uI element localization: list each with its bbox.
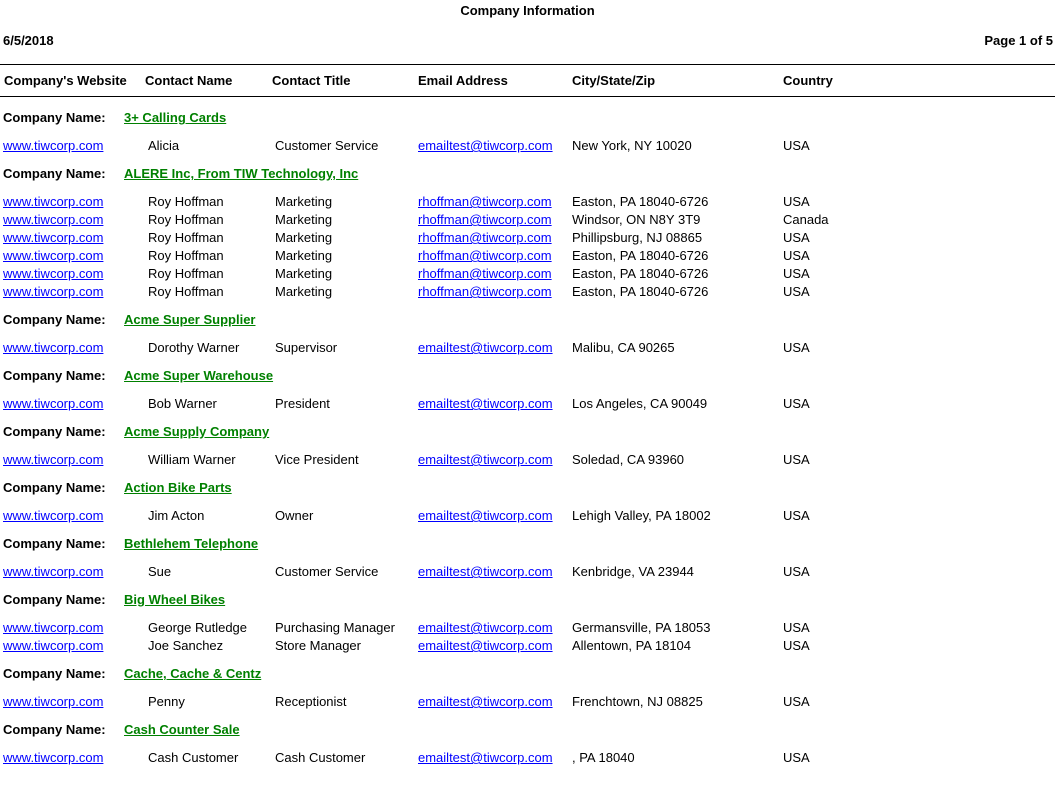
website-link[interactable]: www.tiwcorp.com	[3, 212, 104, 227]
contact-title-cell: Marketing	[275, 230, 333, 245]
city-state-zip-cell: New York, NY 10020	[572, 138, 692, 153]
column-header-contact-title: Contact Title	[272, 73, 351, 88]
city-state-zip-cell: Phillipsburg, NJ 08865	[572, 230, 703, 245]
email-link[interactable]: rhoffman@tiwcorp.com	[418, 266, 552, 281]
contact-rows	[0, 693, 1055, 711]
company-group	[0, 99, 1055, 155]
website-link[interactable]: www.tiwcorp.com	[3, 508, 104, 523]
company-group	[0, 301, 1055, 357]
company-group	[0, 655, 1055, 711]
email-cell	[418, 637, 572, 655]
email-cell	[418, 395, 572, 413]
email-cell	[418, 619, 572, 637]
company-name-label: Company Name:	[3, 312, 106, 327]
contact-name-cell: Dorothy Warner	[148, 340, 240, 355]
email-cell	[418, 247, 572, 265]
report-body	[0, 97, 1055, 767]
contact-row	[0, 211, 1055, 229]
contact-row	[0, 265, 1055, 283]
company-name-label: Company Name:	[3, 592, 106, 607]
country-cell: USA	[783, 564, 810, 579]
company-name-row	[0, 525, 1055, 563]
contact-rows	[0, 507, 1055, 525]
country-cell: USA	[783, 638, 810, 653]
contact-title-cell: Marketing	[275, 194, 333, 209]
city-state-zip-cell: Frenchtown, NJ 08825	[572, 694, 703, 709]
email-link[interactable]: emailtest@tiwcorp.com	[418, 138, 553, 153]
country-cell: Canada	[783, 212, 829, 227]
column-header-contact-name: Contact Name	[145, 73, 233, 88]
website-link[interactable]: www.tiwcorp.com	[3, 750, 104, 765]
column-header-company-website: Company's Website	[4, 73, 127, 88]
contact-name-cell: Penny	[148, 694, 185, 709]
contact-row	[0, 395, 1055, 413]
website-cell	[3, 395, 145, 413]
contact-rows	[0, 395, 1055, 413]
column-header-city-state-zip: City/State/Zip	[572, 73, 656, 88]
contact-title-cell: Receptionist	[275, 694, 347, 709]
contact-name-cell: Jim Acton	[148, 508, 205, 523]
country-cell: USA	[783, 230, 810, 245]
contact-title-cell: Marketing	[275, 248, 333, 263]
city-state-zip-cell: Easton, PA 18040-6726	[572, 248, 709, 263]
website-link[interactable]: www.tiwcorp.com	[3, 564, 104, 579]
website-link[interactable]: www.tiwcorp.com	[3, 248, 104, 263]
company-name-label: Company Name:	[3, 166, 106, 181]
contact-title-cell: Marketing	[275, 212, 333, 227]
city-state-zip-cell: Kenbridge, VA 23944	[572, 564, 694, 579]
contact-title-cell: Cash Customer	[275, 750, 366, 765]
website-link[interactable]: www.tiwcorp.com	[3, 266, 104, 281]
contact-name-cell: Sue	[148, 564, 172, 579]
contact-title-cell: Store Manager	[275, 638, 361, 653]
contact-row	[0, 637, 1055, 655]
contact-row	[0, 137, 1055, 155]
website-cell	[3, 451, 145, 469]
city-state-zip-cell: Soledad, CA 93960	[572, 452, 685, 467]
website-cell	[3, 619, 145, 637]
contact-name-cell: William Warner	[148, 452, 236, 467]
email-cell	[418, 137, 572, 155]
country-cell: USA	[783, 284, 810, 299]
contact-row	[0, 339, 1055, 357]
contact-name-cell: Roy Hoffman	[148, 212, 224, 227]
company-name-link[interactable]: Cash Counter Sale	[124, 722, 240, 737]
country-cell: USA	[783, 620, 810, 635]
website-link[interactable]: www.tiwcorp.com	[3, 138, 104, 153]
company-group	[0, 413, 1055, 469]
company-name-label: Company Name:	[3, 666, 106, 681]
contact-title-cell: Purchasing Manager	[275, 620, 395, 635]
column-header-row	[0, 64, 1055, 97]
website-link[interactable]: www.tiwcorp.com	[3, 284, 104, 299]
company-name-link[interactable]: Big Wheel Bikes	[124, 592, 226, 607]
email-link[interactable]: emailtest@tiwcorp.com	[418, 564, 553, 579]
email-cell	[418, 749, 572, 767]
city-state-zip-cell: Easton, PA 18040-6726	[572, 266, 709, 281]
contact-rows	[0, 619, 1055, 655]
city-state-zip-cell: Los Angeles, CA 90049	[572, 396, 708, 411]
contact-rows	[0, 451, 1055, 469]
column-header-country: Country	[783, 73, 833, 88]
email-link[interactable]: emailtest@tiwcorp.com	[418, 508, 553, 523]
email-link[interactable]: rhoffman@tiwcorp.com	[418, 248, 552, 263]
website-cell	[3, 339, 145, 357]
website-cell	[3, 507, 145, 525]
company-group	[0, 155, 1055, 301]
website-cell	[3, 137, 145, 155]
website-link[interactable]: www.tiwcorp.com	[3, 694, 104, 709]
contact-row	[0, 749, 1055, 767]
website-cell	[3, 563, 145, 581]
company-group	[0, 581, 1055, 655]
email-cell	[418, 211, 572, 229]
contact-row	[0, 563, 1055, 581]
email-link[interactable]: rhoffman@tiwcorp.com	[418, 284, 552, 299]
contact-name-cell: Cash Customer	[148, 750, 239, 765]
email-link[interactable]: emailtest@tiwcorp.com	[418, 694, 553, 709]
company-name-row	[0, 155, 1055, 193]
company-name-row	[0, 469, 1055, 507]
company-name-link[interactable]: Acme Super Supplier	[124, 312, 256, 327]
website-link[interactable]: www.tiwcorp.com	[3, 194, 104, 209]
email-link[interactable]: rhoffman@tiwcorp.com	[418, 212, 552, 227]
contact-row	[0, 247, 1055, 265]
company-name-row	[0, 357, 1055, 395]
contact-rows	[0, 193, 1055, 301]
company-name-label: Company Name:	[3, 110, 106, 125]
email-link[interactable]: emailtest@tiwcorp.com	[418, 620, 553, 635]
company-name-label: Company Name:	[3, 536, 106, 551]
contact-row	[0, 283, 1055, 301]
column-header-email-address: Email Address	[418, 73, 508, 88]
company-name-link[interactable]: ALERE Inc, From TIW Technology, Inc	[124, 166, 359, 181]
company-name-label: Company Name:	[3, 368, 106, 383]
contact-title-cell: Customer Service	[275, 564, 379, 579]
email-link[interactable]: emailtest@tiwcorp.com	[418, 638, 553, 653]
company-name-row	[0, 99, 1055, 137]
country-cell: USA	[783, 138, 810, 153]
email-cell	[418, 693, 572, 711]
contact-name-cell: George Rutledge	[148, 620, 248, 635]
contact-name-cell: Roy Hoffman	[148, 230, 224, 245]
company-name-link[interactable]: Acme Super Warehouse	[124, 368, 274, 383]
country-cell: USA	[783, 266, 810, 281]
website-link[interactable]: www.tiwcorp.com	[3, 452, 104, 467]
meta-row	[0, 32, 1055, 50]
city-state-zip-cell: Lehigh Valley, PA 18002	[572, 508, 711, 523]
city-state-zip-cell: Malibu, CA 90265	[572, 340, 675, 355]
contact-name-cell: Alicia	[148, 138, 180, 153]
email-cell	[418, 563, 572, 581]
contact-title-cell: Marketing	[275, 284, 333, 299]
website-link[interactable]: www.tiwcorp.com	[3, 620, 104, 635]
city-state-zip-cell: , PA 18040	[572, 750, 635, 765]
company-name-link[interactable]: Bethlehem Telephone	[124, 536, 259, 551]
email-cell	[418, 193, 572, 211]
email-link[interactable]: rhoffman@tiwcorp.com	[418, 194, 552, 209]
email-link[interactable]: emailtest@tiwcorp.com	[418, 452, 553, 467]
company-name-link[interactable]: Action Bike Parts	[124, 480, 232, 495]
company-group	[0, 711, 1055, 767]
city-state-zip-cell: Allentown, PA 18104	[572, 638, 692, 653]
country-cell: USA	[783, 340, 810, 355]
website-cell	[3, 283, 145, 301]
company-name-link[interactable]: Acme Supply Company	[124, 424, 270, 439]
contact-name-cell: Joe Sanchez	[148, 638, 224, 653]
email-cell	[418, 229, 572, 247]
email-cell	[418, 339, 572, 357]
website-cell	[3, 693, 145, 711]
page-title: Company Information	[460, 3, 595, 18]
website-cell	[3, 193, 145, 211]
city-state-zip-cell: Easton, PA 18040-6726	[572, 194, 709, 209]
contact-title-cell: Owner	[275, 508, 314, 523]
contact-rows	[0, 749, 1055, 767]
website-cell	[3, 211, 145, 229]
email-cell	[418, 265, 572, 283]
company-name-label: Company Name:	[3, 424, 106, 439]
email-link[interactable]: rhoffman@tiwcorp.com	[418, 230, 552, 245]
contact-row	[0, 507, 1055, 525]
website-cell	[3, 265, 145, 283]
city-state-zip-cell: Germansville, PA 18053	[572, 620, 711, 635]
website-link[interactable]: www.tiwcorp.com	[3, 638, 104, 653]
page-number: Page 1 of 5	[984, 33, 1053, 48]
contact-row	[0, 619, 1055, 637]
contact-rows	[0, 563, 1055, 581]
website-cell	[3, 229, 145, 247]
email-cell	[418, 507, 572, 525]
contact-title-cell: Customer Service	[275, 138, 379, 153]
contact-rows	[0, 339, 1055, 357]
city-state-zip-cell: Windsor, ON N8Y 3T9	[572, 212, 701, 227]
company-name-label: Company Name:	[3, 722, 106, 737]
country-cell: USA	[783, 396, 810, 411]
country-cell: USA	[783, 452, 810, 467]
contact-name-cell: Bob Warner	[148, 396, 217, 411]
contact-name-cell: Roy Hoffman	[148, 248, 224, 263]
company-group	[0, 469, 1055, 525]
contact-row	[0, 693, 1055, 711]
company-name-row	[0, 711, 1055, 749]
country-cell: USA	[783, 248, 810, 263]
company-name-link[interactable]: 3+ Calling Cards	[124, 110, 227, 125]
company-name-label: Company Name:	[3, 480, 106, 495]
email-cell	[418, 451, 572, 469]
country-cell: USA	[783, 508, 810, 523]
contact-rows	[0, 137, 1055, 155]
company-name-row	[0, 655, 1055, 693]
contact-row	[0, 193, 1055, 211]
contact-title-cell: Vice President	[275, 452, 359, 467]
website-cell	[3, 749, 145, 767]
website-link[interactable]: www.tiwcorp.com	[3, 396, 104, 411]
website-cell	[3, 637, 145, 655]
country-cell: USA	[783, 194, 810, 209]
contact-row	[0, 451, 1055, 469]
contact-row	[0, 229, 1055, 247]
contact-title-cell: Marketing	[275, 266, 333, 281]
company-name-row	[0, 581, 1055, 619]
company-group	[0, 357, 1055, 413]
website-cell	[3, 247, 145, 265]
email-link[interactable]: emailtest@tiwcorp.com	[418, 396, 553, 411]
city-state-zip-cell: Easton, PA 18040-6726	[572, 284, 709, 299]
contact-title-cell: Supervisor	[275, 340, 338, 355]
email-cell	[418, 283, 572, 301]
website-link[interactable]: www.tiwcorp.com	[3, 230, 104, 245]
company-group	[0, 525, 1055, 581]
country-cell: USA	[783, 750, 810, 765]
report-date: 6/5/2018	[3, 33, 54, 48]
email-link[interactable]: emailtest@tiwcorp.com	[418, 750, 553, 765]
website-link[interactable]: www.tiwcorp.com	[3, 340, 104, 355]
contact-name-cell: Roy Hoffman	[148, 194, 224, 209]
company-name-row	[0, 301, 1055, 339]
contact-name-cell: Roy Hoffman	[148, 284, 224, 299]
email-link[interactable]: emailtest@tiwcorp.com	[418, 340, 553, 355]
contact-title-cell: President	[275, 396, 330, 411]
company-name-link[interactable]: Cache, Cache & Centz	[124, 666, 262, 681]
country-cell: USA	[783, 694, 810, 709]
company-name-row	[0, 413, 1055, 451]
contact-name-cell: Roy Hoffman	[148, 266, 224, 281]
